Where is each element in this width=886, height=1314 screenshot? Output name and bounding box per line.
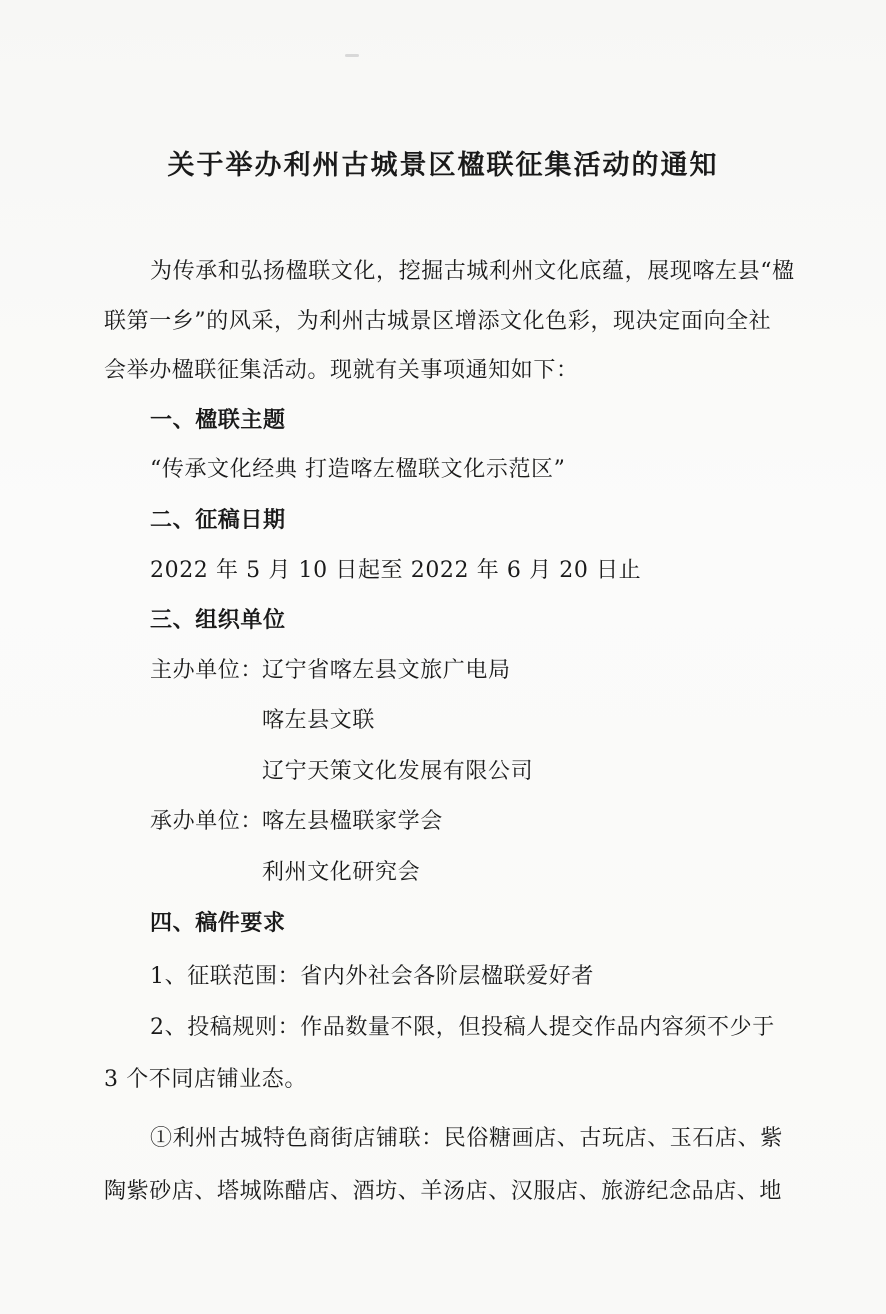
section-heading-organizers: 三、组织单位 xyxy=(150,608,286,633)
theme-content: “传承文化经典 打造喀左楹联文化示范区” xyxy=(150,457,566,482)
document-title: 关于举办利州古城景区楹联征集活动的通知 xyxy=(167,150,719,181)
section-heading-theme: 一、楹联主题 xyxy=(150,408,286,433)
intro-line-1: 为传承和弘扬楹联文化，挖掘古城利州文化底蕴，展现喀左县“楹 xyxy=(150,259,795,284)
host-item: 辽宁天策文化发展有限公司 xyxy=(262,759,534,784)
host-item: 喀左县文联 xyxy=(262,708,376,733)
organizer-item: 利州文化研究会 xyxy=(262,860,421,885)
requirement-rules-line-1: 2、投稿规则：作品数量不限，但投稿人提交作品内容须不少于 xyxy=(150,1015,775,1040)
shop-couplets-line-2: 陶紫砂店、塔城陈醋店、酒坊、羊汤店、汉服店、旅游纪念品店、地 xyxy=(104,1179,783,1204)
section-heading-dates: 二、征稿日期 xyxy=(150,508,286,533)
section-heading-requirements: 四、稿件要求 xyxy=(150,911,286,936)
requirement-scope: 1、征联范围：省内外社会各阶层楹联爱好者 xyxy=(150,964,594,989)
shop-couplets-line-1: ①利州古城特色商街店铺联：民俗糖画店、古玩店、玉石店、紫 xyxy=(150,1126,783,1151)
dates-content: 2022 年 5 月 10 日起至 2022 年 6 月 20 日止 xyxy=(150,558,642,583)
organizer-item: 喀左县楹联家学会 xyxy=(262,809,443,834)
organizer-label: 承办单位： xyxy=(150,809,264,834)
scan-speck xyxy=(345,54,359,57)
host-item: 辽宁省喀左县文旅广电局 xyxy=(262,658,511,683)
intro-line-2: 联第一乡”的风采，为利州古城景区增添文化色彩，现决定面向全社 xyxy=(104,309,772,334)
intro-line-3: 会举办楹联征集活动。现就有关事项通知如下： xyxy=(104,358,579,383)
requirement-rules-line-2: 3 个不同店铺业态。 xyxy=(104,1067,307,1092)
host-label: 主办单位： xyxy=(150,658,264,683)
